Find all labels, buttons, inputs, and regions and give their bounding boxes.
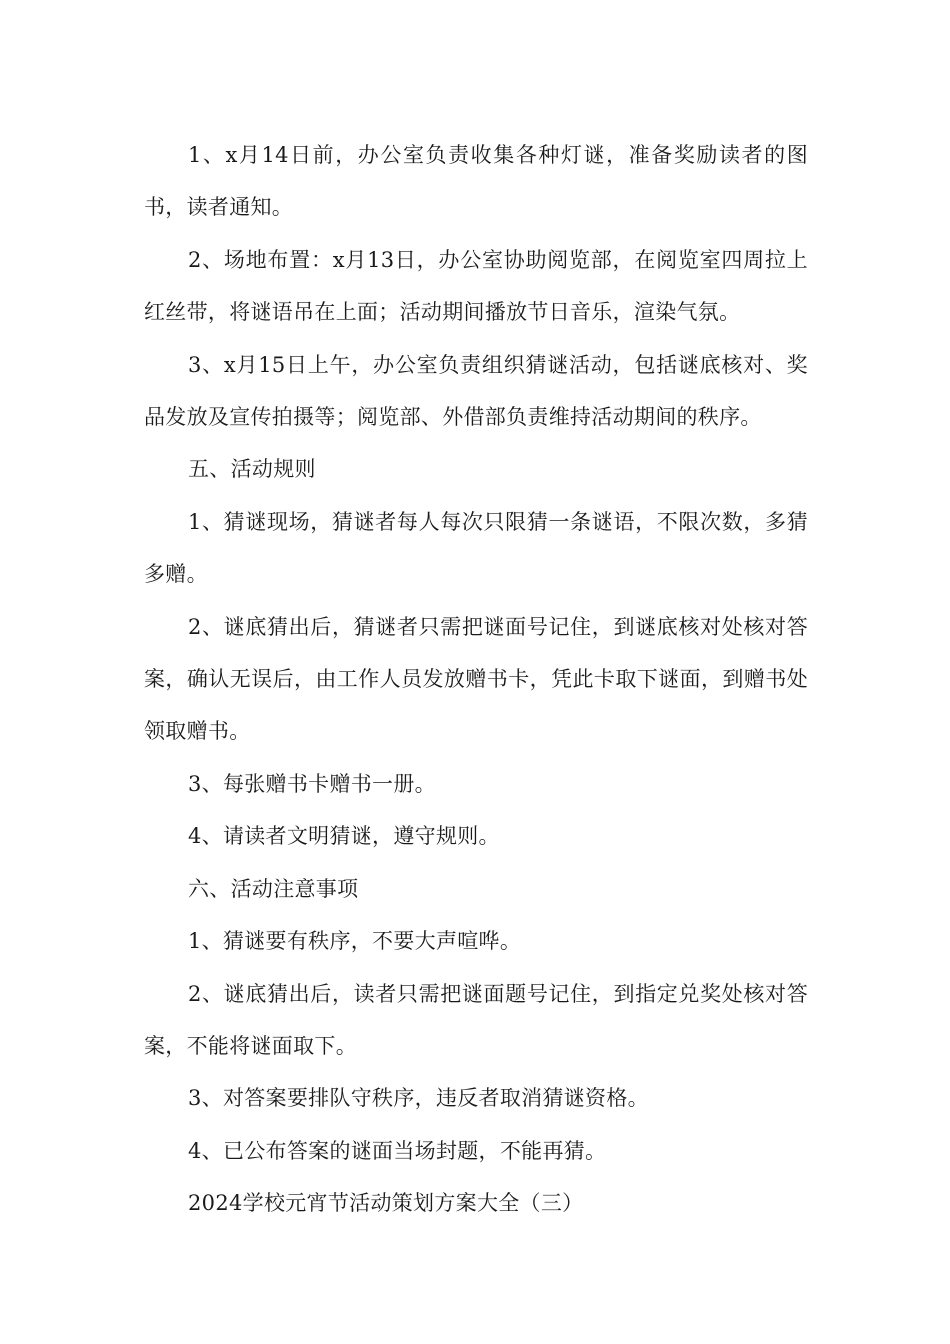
paragraph-prep-step-2: 2、场地布置：x月13日，办公室协助阅览部，在阅览室四周拉上红丝带，将谜语吊在上面；活动期间播放节日音乐，渲染气氛。	[144, 247, 808, 325]
paragraph-prep-step-1: 1、x月14日前，办公室负责收集各种灯谜，准备奖励读者的图书，读者通知。	[144, 143, 808, 220]
paragraph-rule-4: 4、请读者文明猜谜，遵守规则。	[188, 824, 500, 849]
next-section-title: 2024学校元宵节活动策划方案大全（三）	[188, 1191, 584, 1216]
section-heading-notes: 六、活动注意事项	[188, 876, 359, 901]
paragraph-note-1: 1、猜谜要有秩序，不要大声喧哗。	[188, 929, 522, 954]
paragraph-rule-1: 1、猜谜现场，猜谜者每人每次只限猜一条谜语，不限次数，多猜多赠。	[144, 509, 808, 587]
paragraph-rule-3: 3、每张赠书卡赠书一册。	[188, 771, 436, 796]
document-body	[144, 129, 808, 1230]
paragraph-prep-step-3: 3、x月15日上午，办公室负责组织猜谜活动，包括谜底核对、奖品发放及宣传拍摄等；阅览部、外借部负责维持活动期间的秩序。	[144, 352, 808, 430]
paragraph-note-3: 3、对答案要排队守秩序，违反者取消猜谜资格。	[188, 1086, 649, 1111]
section-heading-rules: 五、活动规则	[188, 457, 316, 482]
paragraph-note-4: 4、已公布答案的谜面当场封题，不能再猜。	[188, 1138, 607, 1163]
paragraph-note-2: 2、谜底猜出后，读者只需把谜面题号记住，到指定兑奖处核对答案，不能将谜面取下。	[144, 981, 808, 1058]
paragraph-rule-2: 2、谜底猜出后，猜谜者只需把谜面号记住，到谜底核对处核对答案，确认无误后，由工作人员发放赠书卡，凭此卡取下谜面，到赠书处领取赠书。	[144, 614, 808, 744]
